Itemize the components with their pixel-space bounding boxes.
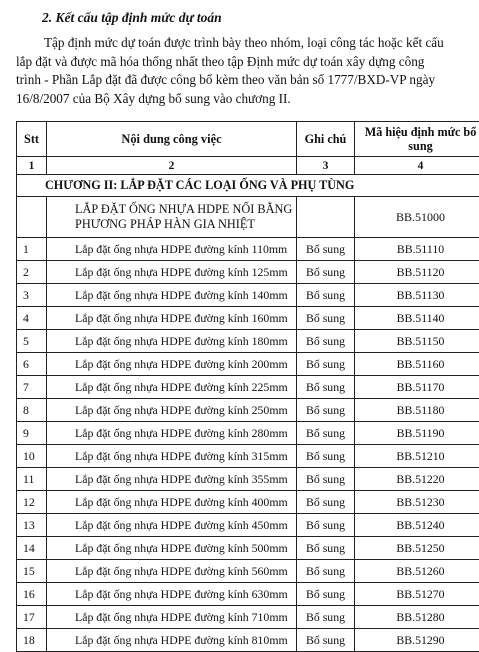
row-note: Bổ sung [297, 422, 355, 445]
row-note: Bổ sung [297, 468, 355, 491]
row-code: BB.51120 [355, 261, 479, 284]
row-stt: 8 [17, 399, 47, 422]
row-note: Bổ sung [297, 629, 355, 652]
group-name [47, 197, 297, 238]
table-row [17, 583, 479, 606]
table-row [17, 330, 479, 353]
intro-paragraph [16, 34, 463, 108]
row-content: Lắp đặt ống nhựa HDPE đường kính 160mm [47, 307, 297, 330]
table-row [17, 376, 479, 399]
column-number: 1 [17, 157, 47, 175]
column-number: 3 [297, 157, 355, 175]
row-code: BB.51240 [355, 514, 479, 537]
row-content: Lắp đặt ống nhựa HDPE đường kính 140mm [47, 284, 297, 307]
row-content: Lắp đặt ống nhựa HDPE đường kính 500mm [47, 537, 297, 560]
paragraph-line: lắp đặt và được mã hóa thống nhất theo tập Định mức dự toán xây dựng công [16, 53, 463, 72]
group-code: BB.51000 [355, 197, 479, 238]
row-stt: 5 [17, 330, 47, 353]
row-note: Bổ sung [297, 491, 355, 514]
row-note: Bổ sung [297, 514, 355, 537]
table-row [17, 445, 479, 468]
norm-table [16, 121, 479, 652]
row-content: Lắp đặt ống nhựa HDPE đường kính 710mm [47, 606, 297, 629]
table-row [17, 560, 479, 583]
row-content: Lắp đặt ống nhựa HDPE đường kính 450mm [47, 514, 297, 537]
row-note: Bổ sung [297, 353, 355, 376]
row-content: Lắp đặt ống nhựa HDPE đường kính 810mm [47, 629, 297, 652]
column-number: 4 [355, 157, 479, 175]
row-note: Bổ sung [297, 560, 355, 583]
row-content: Lắp đặt ống nhựa HDPE đường kính 125mm [47, 261, 297, 284]
row-content: Lắp đặt ống nhựa HDPE đường kính 280mm [47, 422, 297, 445]
row-code: BB.51130 [355, 284, 479, 307]
table-row [17, 422, 479, 445]
row-content: Lắp đặt ống nhựa HDPE đường kính 560mm [47, 560, 297, 583]
table-row [17, 491, 479, 514]
header-code: Mã hiệu định mức bổ sung [355, 122, 479, 157]
row-note: Bổ sung [297, 330, 355, 353]
table-header-row [17, 122, 479, 157]
row-content: Lắp đặt ống nhựa HDPE đường kính 630mm [47, 583, 297, 606]
row-content: Lắp đặt ống nhựa HDPE đường kính 355mm [47, 468, 297, 491]
row-code: BB.51110 [355, 238, 479, 261]
row-content: Lắp đặt ống nhựa HDPE đường kính 225mm [47, 376, 297, 399]
row-code: BB.51290 [355, 629, 479, 652]
row-code: BB.51210 [355, 445, 479, 468]
row-code: BB.51280 [355, 606, 479, 629]
row-stt: 14 [17, 537, 47, 560]
table-row [17, 353, 479, 376]
group-name-line: LẮP ĐẶT ỐNG NHỰA HDPE NỐI BẰNG [75, 202, 292, 216]
row-content: Lắp đặt ống nhựa HDPE đường kính 315mm [47, 445, 297, 468]
row-content: Lắp đặt ống nhựa HDPE đường kính 200mm [47, 353, 297, 376]
row-code: BB.51170 [355, 376, 479, 399]
row-note: Bổ sung [297, 399, 355, 422]
row-stt: 11 [17, 468, 47, 491]
row-note: Bổ sung [297, 376, 355, 399]
row-stt: 6 [17, 353, 47, 376]
row-stt: 16 [17, 583, 47, 606]
row-note: Bổ sung [297, 606, 355, 629]
row-code: BB.51260 [355, 560, 479, 583]
group-row [17, 197, 479, 238]
row-note: Bổ sung [297, 537, 355, 560]
row-note: Bổ sung [297, 238, 355, 261]
row-code: BB.51160 [355, 353, 479, 376]
row-content: Lắp đặt ống nhựa HDPE đường kính 180mm [47, 330, 297, 353]
paragraph-line: trình - Phần Lắp đặt đã được công bố kèm theo văn bản số 1777/BXD-VP ngày [16, 71, 463, 90]
group-note [297, 197, 355, 238]
row-note: Bổ sung [297, 583, 355, 606]
column-number: 2 [47, 157, 297, 175]
row-stt: 4 [17, 307, 47, 330]
group-name-line: PHƯƠNG PHÁP HÀN GIA NHIỆT [75, 217, 255, 231]
section-heading: 2. Kết cấu tập định mức dự toán [42, 10, 222, 26]
row-stt: 3 [17, 284, 47, 307]
row-stt: 17 [17, 606, 47, 629]
row-content: Lắp đặt ống nhựa HDPE đường kính 110mm [47, 238, 297, 261]
row-note: Bổ sung [297, 261, 355, 284]
row-stt: 18 [17, 629, 47, 652]
header-stt: Stt [17, 122, 47, 157]
table-row [17, 238, 479, 261]
row-stt: 12 [17, 491, 47, 514]
row-code: BB.51250 [355, 537, 479, 560]
row-code: BB.51230 [355, 491, 479, 514]
chapter-row [17, 175, 479, 197]
row-stt: 15 [17, 560, 47, 583]
row-code: BB.51150 [355, 330, 479, 353]
row-stt: 9 [17, 422, 47, 445]
row-code: BB.51270 [355, 583, 479, 606]
row-stt: 10 [17, 445, 47, 468]
table-row [17, 514, 479, 537]
row-code: BB.51190 [355, 422, 479, 445]
table-row [17, 537, 479, 560]
row-content: Lắp đặt ống nhựa HDPE đường kính 250mm [47, 399, 297, 422]
table-row [17, 468, 479, 491]
row-note: Bổ sung [297, 284, 355, 307]
group-stt [17, 197, 47, 238]
row-note: Bổ sung [297, 445, 355, 468]
row-stt: 13 [17, 514, 47, 537]
header-content: Nội dung công việc [47, 122, 297, 157]
table-row [17, 307, 479, 330]
row-stt: 1 [17, 238, 47, 261]
row-code: BB.51180 [355, 399, 479, 422]
paragraph-line: Tập định mức dự toán được trình bày theo nhóm, loại công tác hoặc kết cấu [16, 34, 463, 53]
table-row [17, 261, 479, 284]
row-note: Bổ sung [297, 307, 355, 330]
row-code: BB.51140 [355, 307, 479, 330]
chapter-title: CHƯƠNG II: LẮP ĐẶT CÁC LOẠI ỐNG VÀ PHỤ TÙNG [17, 175, 479, 197]
row-stt: 7 [17, 376, 47, 399]
table-row [17, 399, 479, 422]
table-row [17, 606, 479, 629]
row-stt: 2 [17, 261, 47, 284]
row-content: Lắp đặt ống nhựa HDPE đường kính 400mm [47, 491, 297, 514]
paragraph-line: 16/8/2007 của Bộ Xây dựng bổ sung vào chương II. [16, 90, 463, 109]
header-note: Ghi chú [297, 122, 355, 157]
column-number-row [17, 157, 479, 175]
table-row [17, 629, 479, 652]
table-row [17, 284, 479, 307]
row-code: BB.51220 [355, 468, 479, 491]
